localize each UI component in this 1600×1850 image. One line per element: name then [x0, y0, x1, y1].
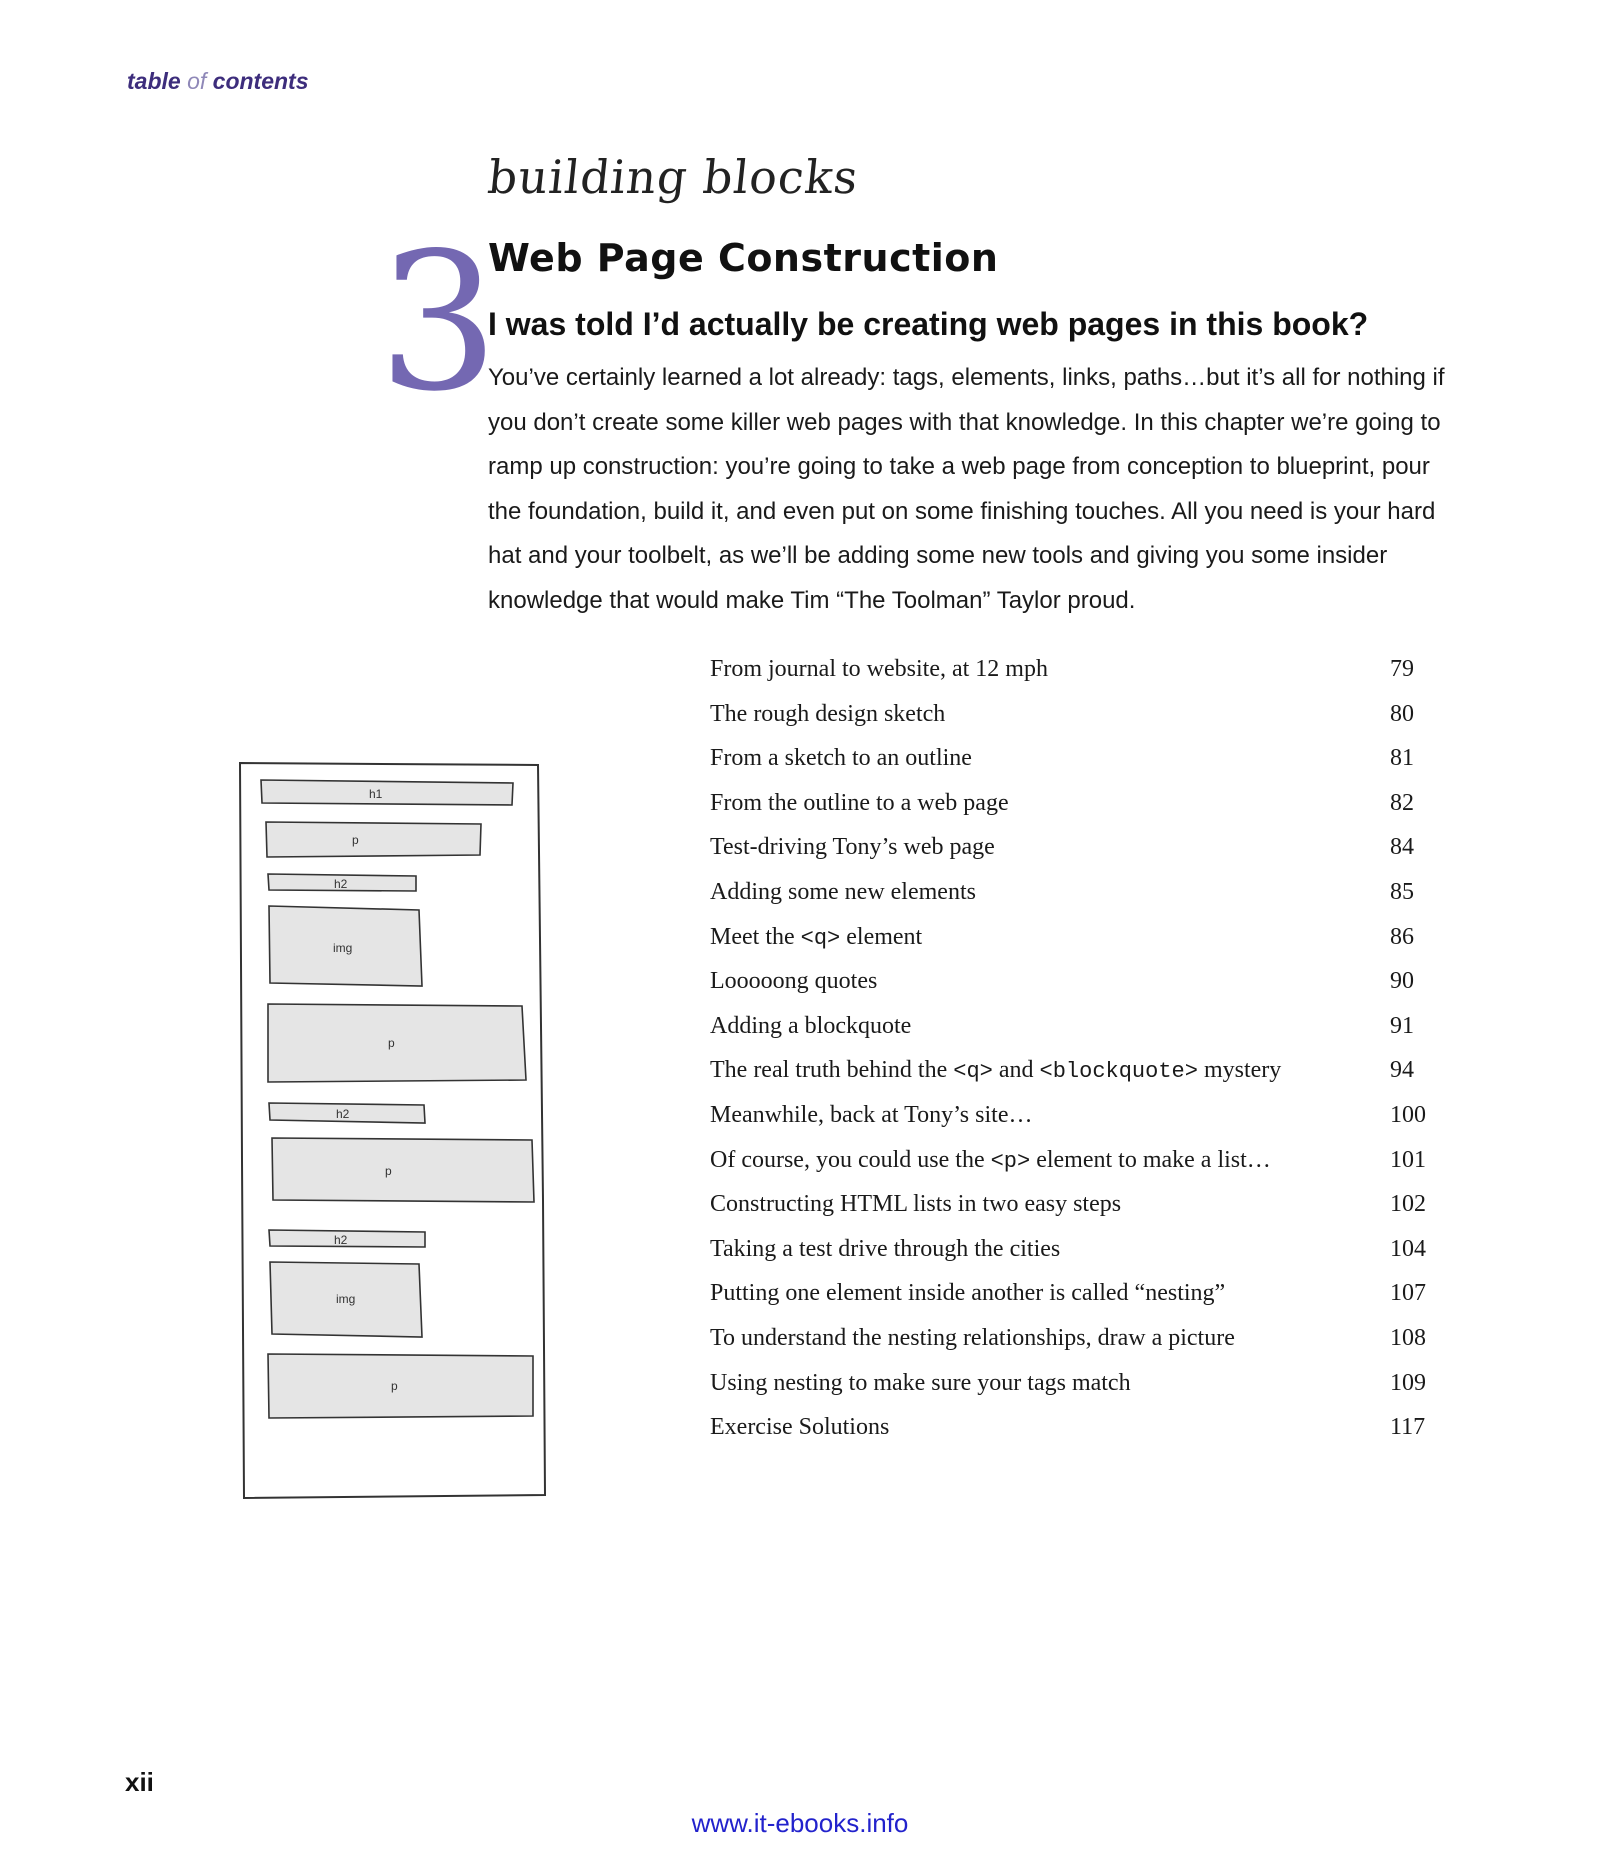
toc-entry-title: Meanwhile, back at Tony’s site… — [710, 1101, 1033, 1128]
toc-entry[interactable] — [710, 656, 1450, 701]
toc-entry-title: Using nesting to make sure your tags match — [710, 1369, 1131, 1396]
toc-entry-title: To understand the nesting relationships, draw a picture — [710, 1324, 1235, 1351]
chapter-intro: You’ve certainly learned a lot already: tags, elements, links, paths…but it’s all for nothing if you don’t create some killer web pages with that knowledge. In this chapter we’re going to ramp up construction: you’re going to take a web page from conception to blueprint, pour the foundation, build it, and even put on some finishing touches. All you need is your hard hat and your toolbelt, as we’ll be adding some new tools and giving you some insider knowledge that would make Tim “The Toolman” Taylor proud. — [488, 364, 1445, 614]
toc-entry[interactable] — [710, 1013, 1450, 1058]
chapter-number: 3 — [378, 212, 499, 433]
chapter-title: Web Page Construction — [488, 236, 999, 280]
page-layout-sketch — [236, 760, 556, 1500]
toc-entry[interactable] — [710, 924, 1450, 969]
toc-entry-page: 107 — [1390, 1280, 1426, 1307]
toc-entry[interactable] — [710, 790, 1450, 835]
toc-entry-page: 81 — [1390, 745, 1414, 772]
sketch-label: p — [385, 1164, 392, 1178]
toc-entry-title: Meet the <q> element — [710, 923, 923, 951]
running-head — [127, 68, 309, 95]
toc-entry-title: Of course, you could use the <p> element to make a list… — [710, 1146, 1271, 1174]
chapter-subtitle: I was told I’d actually be creating web pages in this book? — [488, 306, 1369, 342]
sketch-box-p4 — [268, 1354, 533, 1418]
toc-entry-title: Adding a blockquote — [710, 1012, 912, 1039]
sketch-label: p — [352, 833, 359, 847]
toc-entry[interactable] — [710, 1057, 1450, 1102]
sketch-box-p3 — [272, 1138, 534, 1202]
toc-list — [710, 656, 1450, 1459]
sketch-label: h1 — [369, 787, 383, 801]
toc-entry-title: From a sketch to an outline — [710, 745, 972, 772]
toc-entry-page: 117 — [1390, 1414, 1426, 1441]
sketch-label: p — [391, 1379, 398, 1393]
toc-entry-page: 100 — [1390, 1101, 1426, 1128]
toc-entry-page: 94 — [1390, 1057, 1414, 1084]
sketch-label: p — [388, 1036, 395, 1050]
toc-entry[interactable] — [710, 1414, 1450, 1459]
toc-entry-page: 108 — [1390, 1324, 1426, 1351]
sketch-label: img — [336, 1292, 356, 1306]
toc-entry-title: The real truth behind the <q> and <blockquote> mystery — [710, 1057, 1282, 1085]
toc-entry-page: 104 — [1390, 1235, 1426, 1262]
running-head-contents: contents — [212, 68, 309, 94]
toc-entry[interactable] — [710, 745, 1450, 790]
toc-entry-page: 91 — [1390, 1012, 1414, 1039]
toc-entry-title: Taking a test drive through the cities — [710, 1235, 1061, 1262]
sketch-box-p2 — [268, 1004, 526, 1082]
toc-entry[interactable] — [710, 879, 1450, 924]
toc-entry-title: Adding some new elements — [710, 878, 976, 905]
toc-entry-page: 90 — [1390, 968, 1414, 995]
toc-entry[interactable] — [710, 1280, 1450, 1325]
toc-entry-page: 101 — [1390, 1146, 1426, 1173]
layout-sketch-drawing — [236, 760, 556, 1500]
toc-entry-page: 85 — [1390, 878, 1414, 905]
toc-entry-title: From the outline to a web page — [710, 789, 1009, 816]
toc-entry-page: 82 — [1390, 789, 1414, 816]
toc-entry[interactable] — [710, 1102, 1450, 1147]
toc-entry[interactable] — [710, 1325, 1450, 1370]
toc-entry-page: 80 — [1390, 700, 1414, 727]
page-folio: xii — [125, 1767, 154, 1797]
running-head-of: of — [187, 68, 207, 94]
sketch-label: h2 — [334, 1233, 348, 1247]
toc-entry-title: Looooong quotes — [710, 968, 878, 995]
chapter-kicker: building blocks — [485, 150, 862, 204]
toc-entry-title: From journal to website, at 12 mph — [710, 656, 1048, 682]
running-head-table: table — [127, 68, 181, 94]
toc-entry-title: Test-driving Tony’s web page — [710, 834, 995, 861]
toc-entry[interactable] — [710, 968, 1450, 1013]
toc-entry-title: Putting one element inside another is called “nesting” — [710, 1280, 1226, 1307]
toc-entry-page: 109 — [1390, 1369, 1426, 1396]
toc-entry-title: Exercise Solutions — [710, 1414, 890, 1441]
toc-entry-title: Constructing HTML lists in two easy steps — [710, 1191, 1122, 1218]
toc-entry[interactable] — [710, 701, 1450, 746]
toc-entry-page: 86 — [1390, 923, 1414, 950]
sketch-label: img — [333, 941, 353, 955]
toc-entry[interactable] — [710, 1236, 1450, 1281]
toc-entry-page: 79 — [1390, 656, 1414, 682]
sketch-label: h2 — [334, 877, 348, 891]
toc-entry-page: 84 — [1390, 834, 1414, 861]
toc-entry[interactable] — [710, 834, 1450, 879]
toc-entry-page: 102 — [1390, 1191, 1426, 1218]
toc-entry[interactable] — [710, 1147, 1450, 1192]
toc-entry-title: The rough design sketch — [710, 700, 946, 727]
toc-entry[interactable] — [710, 1370, 1450, 1415]
sketch-box-h1 — [261, 780, 513, 805]
toc-entry[interactable] — [710, 1191, 1450, 1236]
footer-link[interactable]: www.it-ebooks.info — [691, 1808, 909, 1838]
sketch-label: h2 — [336, 1107, 350, 1121]
sketch-box-p1 — [266, 822, 481, 857]
